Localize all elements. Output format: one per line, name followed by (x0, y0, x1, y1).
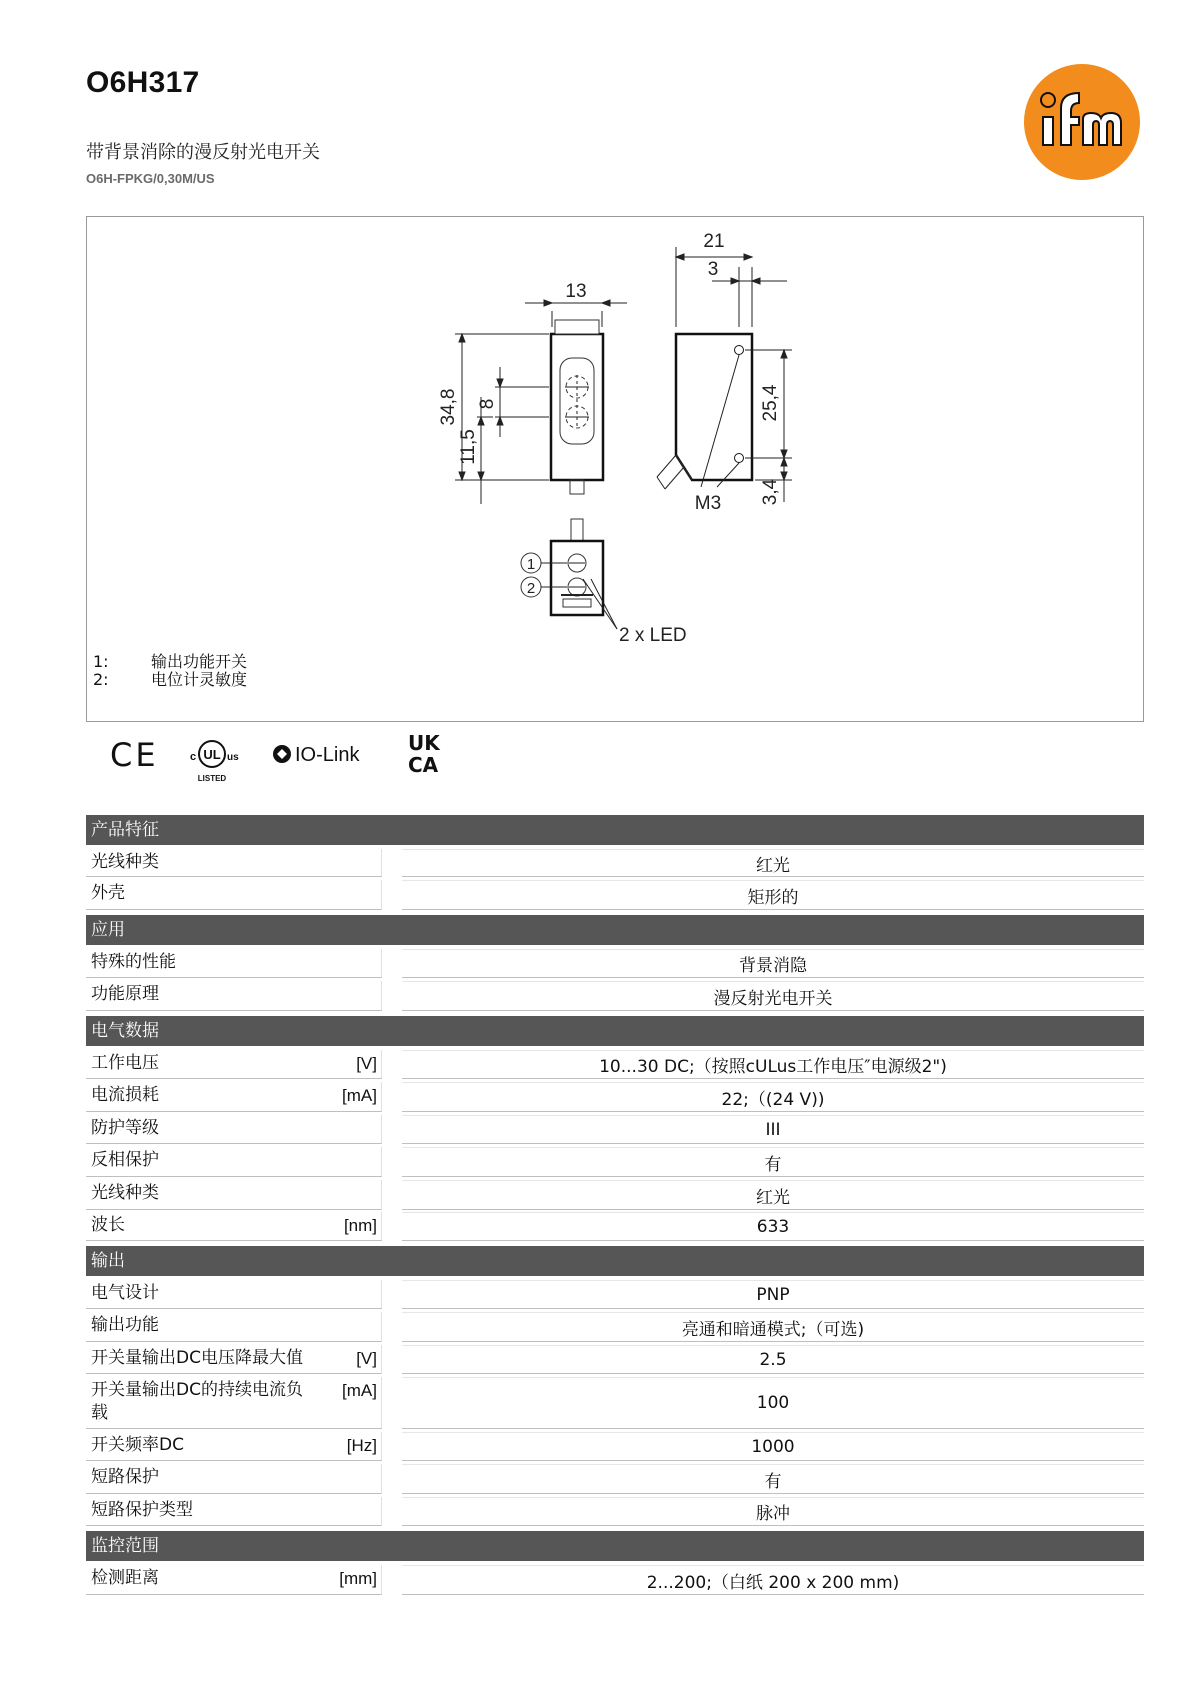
legend-item-1 (93, 653, 247, 671)
product-title: O6H317 (86, 66, 200, 99)
spec-label: 开关量输出DC的持续电流负载 [mA] (86, 1377, 382, 1429)
spec-value: 红光 (402, 1180, 1144, 1210)
spec-value: 背景消隐 (402, 949, 1144, 978)
dim-lens-spacing: 8 (477, 398, 498, 410)
svg-text:CA: CA (408, 753, 439, 777)
spec-label: 短路保护类型 (86, 1497, 382, 1526)
ifm-logo (1023, 63, 1141, 181)
spec-value: PNP (402, 1280, 1144, 1309)
legend-text: 输出功能开关 (151, 652, 248, 671)
spec-label: 光线种类 (86, 849, 382, 877)
spec-label: 反相保护 (86, 1147, 382, 1177)
spec-value: 漫反射光电开关 (402, 981, 1144, 1011)
ul-listed-mark (190, 741, 239, 783)
spec-value: 矩形的 (402, 880, 1144, 910)
spec-label: 工作电压 [V] (86, 1050, 382, 1079)
spec-value: 亮通和暗通模式;（可选) (402, 1312, 1144, 1342)
spec-label: 短路保护 (86, 1464, 382, 1494)
spec-label: 外壳 (86, 880, 382, 910)
spec-value: III (402, 1115, 1144, 1144)
article-code: O6H-FPKG/0,30M/US (86, 171, 215, 186)
spec-label: 输出功能 (86, 1312, 382, 1342)
screw-label: M3 (694, 493, 722, 514)
legend-num: 1: (93, 652, 109, 671)
section-header-outputs: 输出 (86, 1246, 1144, 1276)
spec-value: 有 (402, 1147, 1144, 1177)
spec-value: 红光 (402, 849, 1144, 877)
spec-label: 功能原理 (86, 981, 382, 1011)
top-view (521, 519, 617, 629)
spec-label: 波长 [nm] (86, 1212, 382, 1241)
dim-width-side: 21 (703, 231, 725, 252)
ukca-mark (408, 731, 441, 777)
dim-lens-offset: 11,5 (458, 429, 479, 465)
spec-value: 100 (402, 1377, 1144, 1429)
spec-label: 特殊的性能 (86, 949, 382, 978)
spec-label: 防护等级 (86, 1115, 382, 1144)
spec-label: 电流损耗 [mA] (86, 1082, 382, 1112)
spec-value: 1000 (402, 1432, 1144, 1461)
dim-height-total: 34,8 (438, 388, 459, 426)
spec-label: 开关频率DC [Hz] (86, 1432, 382, 1461)
svg-text:c: c (190, 751, 197, 763)
svg-text:us: us (227, 752, 239, 763)
dimension-drawing (86, 216, 1144, 722)
legend-item-2 (93, 671, 247, 689)
callout-2: 2 (526, 580, 536, 597)
dim-mount-offset: 3,4 (760, 478, 781, 506)
product-subtitle: 带背景消除的漫反射光电开关 (86, 142, 320, 163)
spec-label: 检测距离 [mm] (86, 1565, 382, 1595)
spec-value: 633 (402, 1212, 1144, 1241)
spec-value: 2...200;（白纸 200 x 200 mm) (402, 1565, 1144, 1595)
legend-text: 电位计灵敏度 (151, 670, 248, 689)
spec-value: 2.5 (402, 1345, 1144, 1374)
section-header-features: 产品特征 (86, 815, 1144, 845)
svg-text:UL: UL (203, 747, 221, 762)
section-header-application: 应用 (86, 915, 1144, 945)
dim-mount-spacing: 25,4 (760, 384, 781, 422)
spec-label: 电气设计 (86, 1280, 382, 1309)
iolink-logo (273, 744, 360, 766)
drawing-svg (87, 217, 1143, 721)
legend-num: 2: (93, 670, 109, 689)
dim-width-front: 13 (565, 281, 587, 302)
dim-offset-side: 3 (707, 259, 719, 280)
certification-logos (86, 726, 486, 786)
section-header-monitoring: 监控范围 (86, 1531, 1144, 1561)
spec-value: 22;（(24 V)) (402, 1082, 1144, 1112)
spec-value: 脉冲 (402, 1497, 1144, 1526)
spec-value: 10...30 DC;（按照cULus工作电压″电源级2") (402, 1050, 1144, 1079)
section-header-electrical: 电气数据 (86, 1016, 1144, 1046)
svg-text:IO-Link: IO-Link (295, 744, 360, 766)
led-label: 2 x LED (619, 625, 687, 646)
ce-mark: CE (110, 736, 159, 774)
spec-label: 开关量输出DC电压降最大值 [V] (86, 1345, 382, 1374)
side-view (657, 247, 792, 502)
callout-1: 1 (526, 556, 536, 573)
svg-text:LISTED: LISTED (197, 774, 227, 783)
svg-text:UK: UK (408, 731, 440, 755)
spec-value: 有 (402, 1464, 1144, 1494)
spec-label: 光线种类 (86, 1180, 382, 1210)
